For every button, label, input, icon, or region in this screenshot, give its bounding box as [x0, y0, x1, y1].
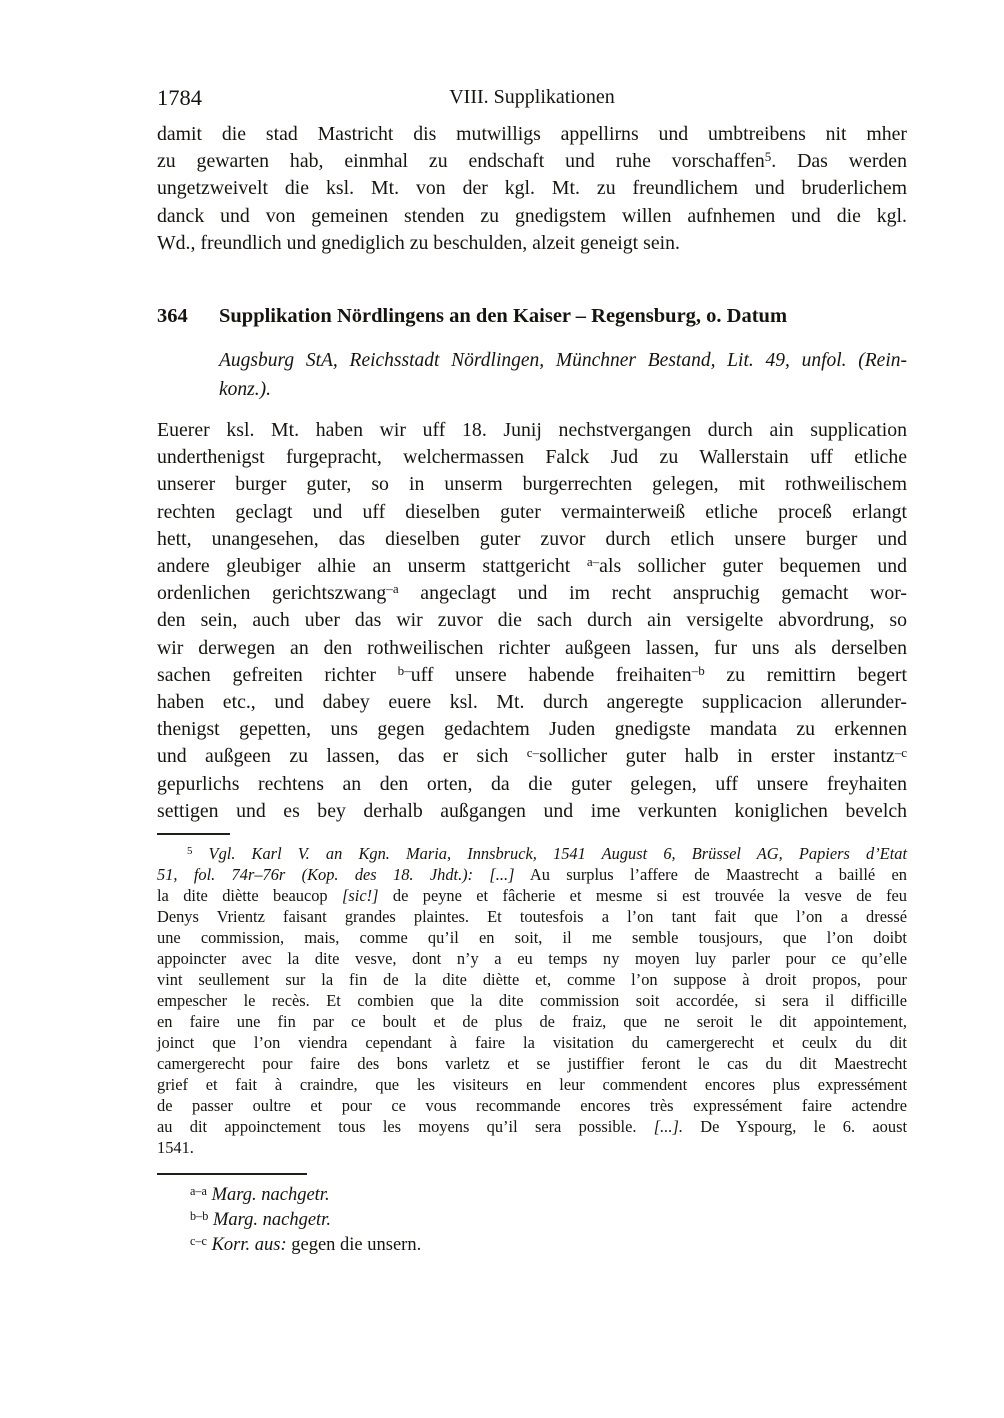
italic-segment: [...]. [653, 1117, 683, 1137]
text-line [157, 906, 907, 927]
text-line [157, 148, 907, 175]
text-segment: appoincter avec la dite vesve, dont n’y a eu temps ny moyen luy parler pour ce qu’elle [157, 949, 907, 969]
text-line [157, 607, 907, 634]
text-line [157, 948, 907, 969]
text-line [157, 580, 907, 607]
footnote-marker: 5 [764, 149, 772, 165]
text-line [157, 716, 907, 743]
footnote-5 [157, 843, 907, 1158]
text-segment: De Yspourg, le 6. aoust [682, 1117, 908, 1137]
text-segment: gepurlichs rechtens an den orten, da die guter gelegen, uff unsere freyhaiten [157, 772, 907, 795]
critical-apparatus [190, 1183, 907, 1258]
text-segment: thenigst gepetten, uns gegen gedachtem Juden gnedigste mandata zu erkennen [157, 718, 907, 741]
text-segment: sollicher guter halb in erster instantz [539, 745, 895, 768]
text-segment: de peyne et fâcherie et mesme si est trouvée la vesve de feu [378, 886, 907, 906]
text-line [157, 1116, 907, 1137]
italic-segment: Marg. nachgetr. [208, 1210, 331, 1231]
text-segment: Euerer ksl. Mt. haben wir uff 18. Junij nechstvergangen durch ain supplication [157, 419, 907, 442]
italic-segment: [sic!] [342, 886, 379, 906]
text-line [157, 471, 907, 498]
page-number: 1784 [157, 85, 202, 110]
text-line [157, 771, 907, 798]
page-header [157, 84, 907, 111]
text-segment: uff unsere habende freihaiten [410, 663, 692, 686]
footnote-marker: c–c [190, 1233, 207, 1248]
text-segment: hett, unangesehen, das dieselben guter zuvor durch etlich unsere burger und [157, 527, 907, 550]
text-line [157, 121, 907, 148]
text-segment: zu remittirn begert [704, 663, 907, 686]
text-line [157, 1011, 907, 1032]
document-number: 364 [157, 305, 188, 328]
document-heading [157, 302, 907, 330]
text-segment: rechten geclagt und uff dieselben guter vermainterweiß etliche proceß erlangt [157, 500, 907, 523]
text-line [157, 927, 907, 948]
text-line [157, 526, 907, 553]
text-line [219, 375, 907, 404]
footnote-marker: –b [691, 662, 705, 678]
text-line [157, 864, 907, 885]
text-segment: danck und von gemeinen stenden zu gnedigstem willen aufnhemen und die kgl. [157, 204, 907, 227]
text-line [219, 346, 907, 375]
text-segment: grief et fait à craindre, que les visiteurs en leur commendent encores plus expressément [157, 1075, 907, 1095]
text-line [190, 1233, 907, 1258]
text-segment: de passer oultre et pour ce vous recommande encores très expressément faire actendre [157, 1096, 907, 1116]
source-citation [219, 346, 907, 404]
italic-segment: Vgl. Karl V. an Kgn. Maria, Innsbruck, 1541 August 6, Brüssel AG, Papiers d’Etat [192, 844, 907, 864]
text-segment: empescher le recès. Et combien que la dite commission soit accordée, si sera il difficille [157, 991, 907, 1011]
footnote-marker: a– [586, 554, 600, 570]
text-segment: une commission, mais, comme qu’il en soit, il me semble tousjours, que l’on doibt [157, 928, 907, 948]
text-line [157, 689, 907, 716]
text-segment: zu gewarten hab, einmhal zu endschaft und ruhe vorschaffen [157, 150, 765, 173]
text-line [157, 444, 907, 471]
text-line [157, 843, 907, 864]
text-line [157, 1074, 907, 1095]
running-head: VIII. Supplikationen [449, 86, 615, 108]
text-segment: ordenlichen gerichtszwang [157, 582, 387, 605]
text-line [157, 499, 907, 526]
text-segment: Wd., freundlich und gnediglich zu beschulden, alzeit geneigt sein. [157, 231, 680, 254]
text-segment: sachen gefreiten richter [157, 663, 398, 686]
text-segment: la dite diètte beaucop [157, 886, 343, 906]
text-segment: underthenigst furgepracht, welchermassen Falck Jud zu Wallerstain uff etliche [157, 446, 907, 469]
text-segment: ungetzweivelt die ksl. Mt. von der kgl. Mt. zu freundlichem und bruderlichem [157, 177, 907, 200]
italic-segment: 51, fol. 74r–76r (Kop. des 18. Jhdt.): [...] [157, 865, 515, 885]
document-title: Supplikation Nördlingens an den Kaiser – Regensburg, o. Datum [219, 305, 788, 328]
text-segment: settigen und es bey derhalb außgangen und ime verkunten koniglichen bevelch [157, 799, 907, 822]
text-segment: au dit appoinctement tous les moyens qu’il sera possible. [157, 1117, 654, 1137]
text-segment: damit die stad Mastricht dis mutwilligs appellirns und umbtreibens nit mher [157, 123, 907, 145]
text-segment: joinct que l’on viendra cependant à faire la visitation du camergerecht et ceulx du dit [157, 1033, 907, 1053]
footnote-marker: a–a [190, 1183, 207, 1198]
text-segment: unserer burger guter, so in unserm burgerrechten gelegen, mit rothweilischem [157, 473, 907, 496]
italic-segment: Augsburg StA, Reichsstadt Nördlingen, Münchner Bestand, Lit. 49, unfol. (Rein- [219, 350, 907, 372]
text-segment: 1541. [157, 1138, 194, 1158]
text-segment: camergerecht pour faire des bons varletz et se justiffier feront le cas du dit Maestrecht [157, 1054, 907, 1074]
italic-segment: konz.). [219, 379, 271, 401]
text-line [157, 743, 907, 770]
text-line [157, 417, 907, 444]
footnote-marker: b– [397, 662, 411, 678]
footnote-marker: 5 [187, 845, 193, 858]
text-segment: Denys Vrientz faisant grandes plaintes. Et toutesfois a l’on tant fait que l’on a dressé [157, 907, 907, 927]
text-line [157, 1095, 907, 1116]
text-segment: wir derwegen an den rothweilischen richter außgeen lassen, fur uns als derselben [157, 636, 907, 659]
text-line [157, 175, 907, 202]
document-paragraph [157, 417, 907, 825]
text-segment: angeclagt und im recht anspruchig gemacht wor- [398, 582, 907, 605]
text-segment: vint seullement sur la fin de la dite diètte et, comme l’on suppose à droit propos, pour [157, 970, 907, 990]
text-line [157, 635, 907, 662]
text-segment: andere gleubiger alhie an unserm stattgericht [157, 555, 587, 578]
text-segment: . Das werden [771, 150, 907, 173]
text-line [157, 662, 907, 689]
footnote-marker: –c [894, 744, 908, 760]
text-segment: den sein, auch uber das wir zuvor die sach durch ain versigelte abvordrung, so [157, 609, 907, 632]
text-line [157, 798, 907, 825]
text-segment: Au surplus l’affere de Maastrecht a baillé en [514, 865, 907, 885]
italic-segment: Marg. nachgetr. [206, 1185, 330, 1206]
text-segment: haben etc., und dabey euere ksl. Mt. durch angeregte supplicacion allerunder- [157, 691, 907, 714]
text-line [157, 990, 907, 1011]
footnote-separator-rule [157, 833, 230, 835]
footnote-marker: b–b [190, 1208, 209, 1223]
text-segment: en faire une fin par ce boult et de plus de fraiz, que ne seroit le dit appointement, [157, 1012, 907, 1032]
text-line [157, 203, 907, 230]
text-line [157, 553, 907, 580]
text-line [157, 885, 907, 906]
apparatus-separator-rule [157, 1173, 307, 1175]
text-line [190, 1183, 907, 1208]
italic-segment: Korr. aus: [206, 1235, 287, 1256]
text-segment: und außgeen zu lassen, das er sich [157, 745, 527, 768]
text-segment: als sollicher guter bequemen und [599, 555, 907, 578]
footnote-marker: c– [526, 744, 540, 760]
text-line [157, 1137, 907, 1158]
text-line [157, 1053, 907, 1074]
text-segment: gegen die unsern. [286, 1235, 422, 1256]
text-line [157, 1032, 907, 1053]
continuation-paragraph [157, 121, 907, 257]
text-line [157, 230, 907, 257]
text-line [190, 1208, 907, 1233]
footnote-marker: –a [386, 581, 399, 597]
text-line [157, 969, 907, 990]
